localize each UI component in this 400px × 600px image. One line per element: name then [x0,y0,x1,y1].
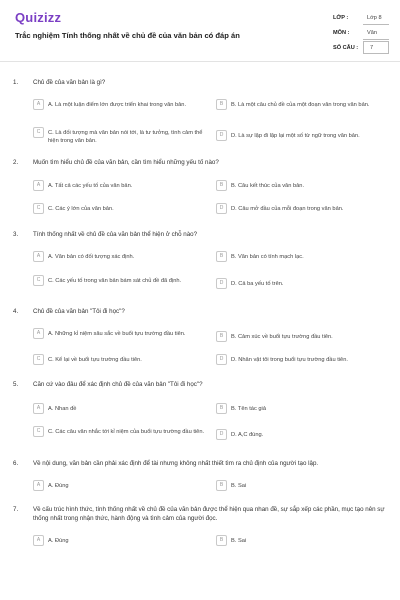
option-text: A. Nhan đề [48,405,77,412]
option-letter-box[interactable]: B [216,180,227,191]
question-text: Về cấu trúc hình thức, tính thống nhất về chủ đề của văn bản được thể hiện qua nhan đề, sự sắp xếp các phần, mục tạo nên sự thống nhất trong nhận thức, hành động và tình cảm của người đọc. [33,506,385,522]
option-text: B. Là một câu chủ đề của một đoạn văn trong văn bản. [231,101,370,108]
option-letter-box[interactable]: B [216,480,227,491]
question-text: Muốn tìm hiểu chủ đề của văn bản, cần tìm hiểu những yếu tố nào? [33,159,219,166]
option-letter-box[interactable]: B [216,251,227,262]
question-number: 4. [13,308,19,315]
option-text: C. Kể lại về buổi tựu trường đầu tiên. [48,356,142,363]
option-text: A. Đúng [48,537,69,544]
option-letter-box[interactable]: D [216,278,227,289]
question-text: Căn cứ vào đâu để xác định chủ đề của văn bản "Tôi đi học"? [33,381,203,388]
meta-count-row [333,42,389,55]
option-text: A. Tất cả các yếu tố của văn bản. [48,182,133,189]
option-letter-box[interactable]: C [33,426,44,437]
option-text: C. Các yếu tố trong văn bản bám sát chủ đề đã định. [48,277,182,284]
option-letter-box[interactable]: D [216,354,227,365]
question-number: 5. [13,381,19,388]
option-text: D. Nhân vật tôi trong buổi tựu trường đầu tiên. [231,356,348,363]
option-letter-box[interactable]: A [33,328,44,339]
option-letter-box[interactable]: A [33,535,44,546]
meta-count-value: 7 [370,45,374,51]
option-letter-box[interactable]: D [216,130,227,141]
option-text: A. Là một luận điểm lớn được triển khai trong văn bản. [48,101,187,108]
option-text: D. Là sự lặp đi lặp lại một số từ ngữ trong văn bản. [231,132,360,139]
option-letter-box[interactable]: A [33,403,44,414]
option-letter-box[interactable]: B [216,99,227,110]
option-text: B. Văn bản có tính mạch lạc. [231,253,304,260]
option-text: A. Văn bản có đối tượng xác định. [48,253,135,260]
option-text: A. Những kỉ niệm sâu sắc về buổi tựu trường đầu tiên. [48,330,186,337]
question-number: 1. [13,79,19,86]
option-text: D. Câu mở đầu của mỗi đoạn trong văn bản. [231,205,344,212]
option-letter-box[interactable]: B [216,535,227,546]
question-text: Tính thống nhất về chủ đề của văn bản thể hiện ở chỗ nào? [33,231,198,238]
meta-class-row [333,12,389,25]
meta-class-label: LỚP : [333,15,349,21]
option-text: B. Tên tác giả [231,405,266,412]
option-letter-box[interactable]: D [216,203,227,214]
worksheet-title: Trắc nghiệm Tính thống nhất về chủ đề của văn bản có đáp án [15,31,240,40]
option-letter-box[interactable]: C [33,127,44,138]
option-letter-box[interactable]: D [216,429,227,440]
question-text: Chủ đề của văn bản là gì? [33,79,106,86]
meta-class-value: Lớp 8 [367,15,382,21]
option-letter-box[interactable]: A [33,180,44,191]
worksheet-header [0,0,400,62]
option-text: B. Câu kết thúc của văn bản. [231,182,305,189]
option-letter-box[interactable]: C [33,354,44,365]
meta-subject-label: MÔN : [333,30,350,36]
question-number: 2. [13,159,19,166]
option-text: C. Các câu văn nhắc tới kỉ niệm của buổi tựu trường đầu tiên. [48,428,205,435]
meta-subject-row [333,27,389,40]
option-letter-box[interactable]: C [33,203,44,214]
option-letter-box[interactable]: A [33,251,44,262]
option-text: B. Sai [231,482,247,489]
option-text: B. Cảm xúc về buổi tựu trường đầu tiên. [231,333,333,340]
question-number: 3. [13,231,19,238]
option-text: C. Là đối tượng mà văn bản nói tới, là tư tưởng, tình cảm thể hiện trong văn bản. [48,129,203,144]
option-text: D. A,C đúng. [231,431,264,438]
option-letter-box[interactable]: A [33,480,44,491]
option-letter-box[interactable]: C [33,275,44,286]
question-number: 6. [13,460,19,467]
quizizz-logo: Quizizz [15,10,62,25]
meta-subject-underline [363,39,389,40]
option-text: C. Các ý lớn của văn bản. [48,205,114,212]
question-text: Chủ đề của văn bản "Tôi đi học"? [33,308,125,315]
option-letter-box[interactable]: B [216,403,227,414]
option-text: D. Cả ba yếu tố trên. [231,280,284,287]
meta-count-label: SỐ CÂU : [333,45,359,51]
option-letter-box[interactable]: B [216,331,227,342]
question-text: Về nội dung, văn bản cần phải xác định để tài nhưng không nhất thiết tìm ra chủ định của người tạo lập. [33,460,319,467]
meta-class-underline [363,24,389,25]
meta-count-box [363,41,389,54]
meta-subject-value: Văn [367,30,377,36]
question-number: 7. [13,506,19,513]
option-text: B. Sai [231,537,247,544]
option-letter-box[interactable]: A [33,99,44,110]
option-text: A. Đúng [48,482,69,489]
